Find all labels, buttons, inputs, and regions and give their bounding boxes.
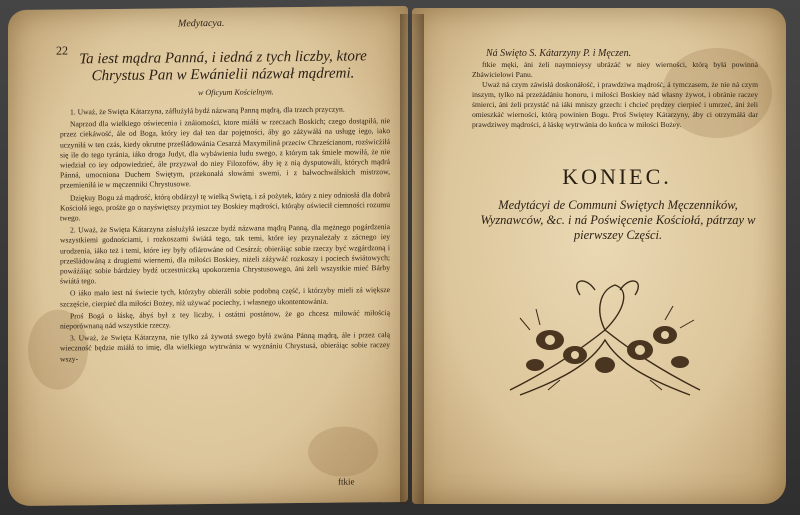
left-page [8, 6, 408, 506]
colophon-note: Medytácyi de Communi Swiętych Męczenników, Wyznawców, &c. i ná Poświęcenie Kościołá, pátrzay w pierwszey Części. [480, 198, 756, 242]
right-body-text [472, 60, 758, 130]
floral-ornament-icon [490, 270, 720, 410]
paragraph: ftkie męki, áni żeli naymnieysy ubrázáć w niey wierności, którą byłá powinná Zbáwicielowi Panu. [472, 60, 758, 79]
paragraph: Dziękuy Bogu zá mądrość, którą obdárzył tę wielką Swiętą, i zá pożytek, który z niey odniosłá dla dobrá Kościołá iego, prośże go o nayświętszy przymiot tey Boskiey mądrości, którąby oświecił ciemności rozumu twego. [60, 189, 390, 223]
paragraph: 2. Uważ, że Swięta Kátarzyna zásłużyłá ieszcze bydź názwana mądrą Panną, dla mężnego pogárdzenia wszystkiemi godnościami, i rozkoszami świátá tego, tak temi, które iey przynależały z zácnego iey urodzenia, iáko też i temi, które iey były ofiárowáne od Cesárzá; obieráiąc sobie rzeczy być wzgárdzoną i prześládowáną z drugiemi wiernemi, dla miłości Boskiey, niżeli záżywáć rozkoszy i pociech świátowych; powáżáiąc sobie bárdziey bydź uczestniczką upokorzenia Chrystusowego, áni żeli wszystkie mieć Bárby świátá tego. [60, 222, 390, 286]
koniec-heading: KONIEC. [562, 164, 672, 189]
right-running-head: Ná Swięto S. Kátarzyny P. i Męczen. [486, 48, 632, 59]
left-page-title: Ta iest mądra Panná, i iedná z tych liczby, ktore Chrystus Pan w Ewánielii názwał mądremi. [79, 48, 367, 85]
paragraph: 3. Uważ, że Swięta Kátarzyna, nie tylko zá żywotá swego byłá zwána Pánną mądrą, ále i przez całą wieczność będzie miáłá to imię, dla wielkiego wytrwánia w wyznániu Chrystusá, obieráiąc sobie raczey wszy- [60, 330, 390, 364]
open-book [8, 8, 790, 508]
paragraph: O iáko mało iest ná świecie tych, którzyby obieráli sobie podobną część, i którzyby mieli zá większe szczęście, cierpieć dla miłości Bożey, niż używać pociechy, i własnego ukontentowánia. [60, 285, 390, 309]
book-gutter [400, 14, 424, 504]
paragraph: Proś Bogá o łáskę, ábyś był z tey liczby, i ostátni postánow, że go chcesz miłowáć miłością nieporównaną nád wszystkie rzeczy. [60, 307, 390, 331]
left-body-text [60, 104, 390, 366]
page-number: 22 [56, 43, 68, 58]
left-subhead: w Oficyum Kościelnym. [198, 87, 274, 98]
left-running-head: Medytacya. [178, 17, 225, 30]
paragraph: Uważ ná czym záwisłá doskonáłość, i prawdziwa mądrość, á tymczasem, że nie ná czym inszym, tylko ná przeżádániu honoru, i miłości Boskiey nád własny żywot, i obránie raczey śmierci, áni żeli przystáć ná iáki mniszy grzech: i chcieć prędzey cierpieć i umrzeć, áni żeli omieszkáć wierności, którą powinien Bogu. Proś Swiętey Kátarzyny, áby ci otrzymáłá dar prawdziwey mądrości, á łáskę wytrwánia do końca w miłości Bożey. [472, 80, 758, 129]
paragraph: 1. Uważ, że Swięta Kátarzyna, záfłużyłá bydź názwaną Panną mądrą, dla trzech przyczyn. [70, 104, 345, 117]
right-page [412, 8, 786, 504]
paragraph: Naprzod dla wielkiego oświecenia i znáiomości, ktore miáłá w rzeczach Boskich; czego dostąpiłá, nie przez ciekáwość, ále od Boga, który iey dał ten dar pojętności, áby go záżywáłá na usługę iego, iako uczyniłá w ten czás, kiedy okrutne prześládowánia Cesarzá Maxymiliná przeciw Chrześcianom, rozświcżiłá się ile do tego tyránia, iáko droga Judyt, dla wybáwienia ludu swego, z którym tak śmiele mowiłá, że nie wiedział co iey odpowiedzieć, ále przyzwał do niey Filozofów, áby ię z nią dysputowáli, których mądrá Pánná, umocniona Duchem Swiętym, przekonałá słowámi swemi, i z bałwochwálskich mistrzow, przemieniłá ie w męczenniki Chrystusowe. [60, 116, 390, 190]
catchword: ftkie [338, 476, 355, 487]
